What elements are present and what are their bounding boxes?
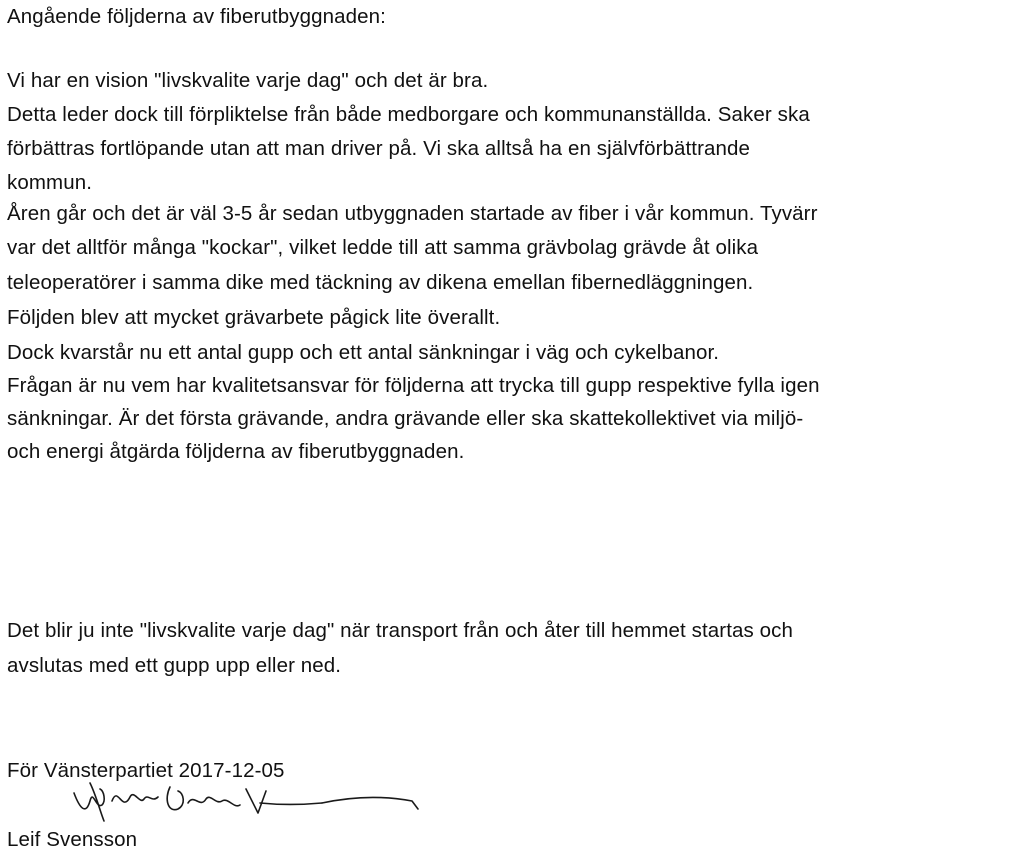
letter-heading: Angående följderna av fiberutbyggnaden: (7, 5, 386, 28)
body-line: sänkningar. Är det första grävande, andra grävande eller ska skattekollektivet via miljö- (7, 407, 804, 430)
body-line: förbättras fortlöpande utan att man driver på. Vi ska alltså ha en självförbättrande (7, 137, 751, 160)
body-line: Frågan är nu vem har kvalitetsansvar för följderna att trycka till gupp respektive fylla igen (7, 374, 820, 397)
body-line: var det alltför många "kockar", vilket ledde till att samma grävbolag grävde åt olika (7, 236, 759, 259)
body-line: Åren går och det är väl 3-5 år sedan utbyggnaden startade av fiber i vår kommun. Tyvärr (7, 202, 818, 225)
body-line: Detta leder dock till förpliktelse från både medborgare och kommunanställda. Saker ska (7, 103, 810, 126)
body-line: Dock kvarstår nu ett antal gupp och ett antal sänkningar i väg och cykelbanor. (7, 341, 720, 364)
closing-line: avslutas med ett gupp upp eller ned. (7, 654, 342, 677)
body-line: teleoperatörer i samma dike med täckning av dikena emellan fibernedläggningen. (7, 271, 754, 294)
body-line: och energi åtgärda följderna av fiberutbyggnaden. (7, 440, 465, 463)
signoff-line: För Vänsterpartiet 2017-12-05 (7, 759, 285, 782)
handwritten-signature (60, 775, 440, 835)
closing-line: Det blir ju inte "livskvalite varje dag" när transport från och åter till hemmet startas och (7, 619, 793, 642)
body-line: Följden blev att mycket grävarbete pågick lite överallt. (7, 306, 501, 329)
body-line: Vi har en vision "livskvalite varje dag" och det är bra. (7, 69, 489, 92)
body-line: kommun. (7, 171, 93, 194)
signatory-name: Leif Svensson (7, 828, 138, 851)
